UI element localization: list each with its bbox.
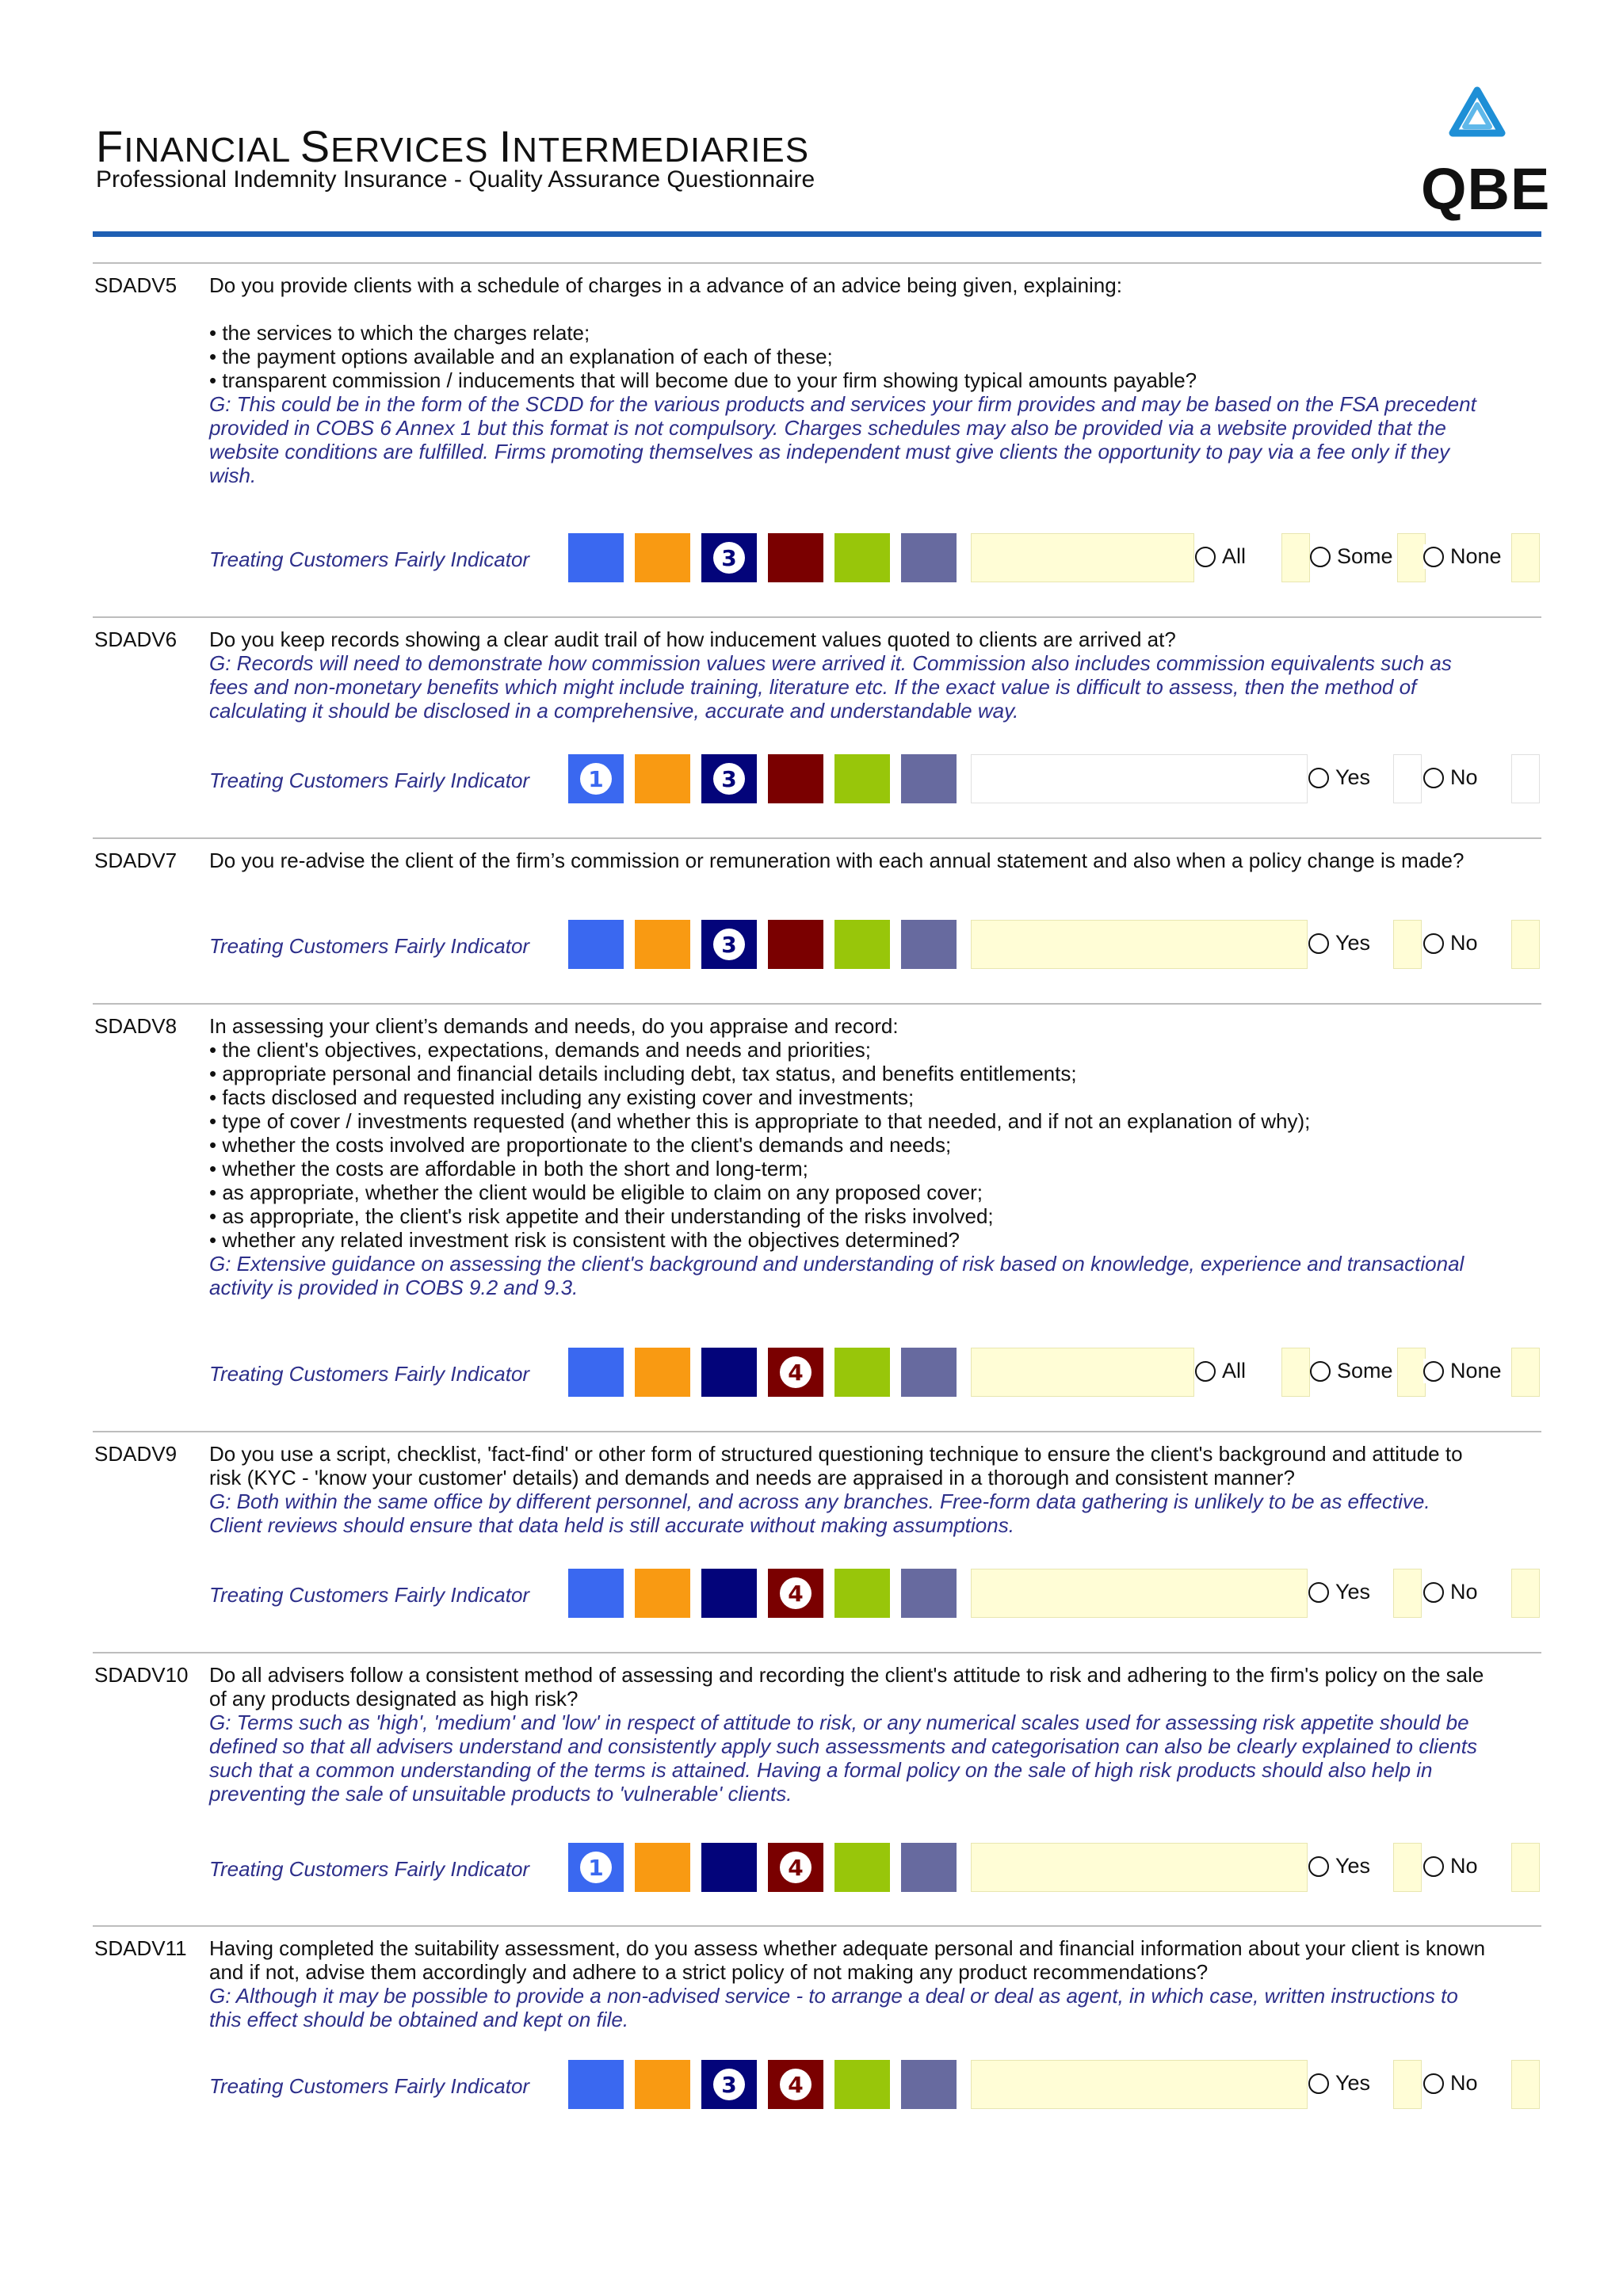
radio-label: No — [1450, 1854, 1478, 1878]
radio-yes[interactable] — [1308, 1854, 1373, 1878]
radio-circle-icon[interactable] — [1308, 933, 1329, 954]
radio-label: Yes — [1335, 1854, 1371, 1878]
question-code: SDADV7 — [94, 849, 178, 872]
question-sdadv9 — [93, 1431, 1541, 1624]
tcf-square-navy — [701, 1348, 757, 1397]
tcf-square-orange — [635, 754, 690, 803]
tcf-square-slate — [901, 1843, 957, 1892]
tcf-square-maroon — [768, 754, 823, 803]
radio-circle-icon[interactable] — [1308, 1582, 1329, 1603]
question-divider — [93, 1925, 1541, 1927]
question-code: SDADV10 — [94, 1663, 189, 1687]
question-line: of any products designated as high risk? — [209, 1687, 579, 1711]
radio-no[interactable] — [1423, 765, 1481, 790]
radio-label: Yes — [1335, 2071, 1371, 2095]
question-text — [209, 1014, 1541, 1299]
tcf-square-orange — [635, 1843, 690, 1892]
radio-circle-icon[interactable] — [1423, 1856, 1444, 1877]
radio-label: None — [1450, 544, 1502, 568]
tcf-outcome-number: 1 — [580, 1852, 612, 1883]
guidance-line: website conditions are fulfilled. Firms promoting themselves as independent must give clients the opportunity to pay via a fee only if they — [209, 440, 1450, 463]
radio-no[interactable] — [1423, 1854, 1481, 1878]
question-line: Do all advisers follow a consistent method of assessing and recording the client's attitude to risk and adhering to the firm's policy on the sale — [209, 1663, 1484, 1687]
question-text — [209, 849, 1541, 872]
question-sdadv8 — [93, 1003, 1541, 1403]
question-divider — [93, 1652, 1541, 1653]
tcf-square-blue — [568, 1843, 624, 1892]
title-word-1: INANCIAL — [124, 131, 290, 170]
radio-all[interactable] — [1195, 544, 1249, 569]
tcf-indicator-label: Treating Customers Fairly Indicator — [209, 1857, 530, 1881]
comment-field[interactable] — [971, 2060, 1308, 2109]
question-line: • whether the costs involved are proportionate to the client's demands and needs; — [209, 1133, 952, 1157]
radio-circle-icon[interactable] — [1423, 2073, 1444, 2094]
radio-no[interactable] — [1423, 2071, 1481, 2096]
title-word-3: NTERMEDIARIES — [512, 131, 810, 170]
radio-label: No — [1450, 765, 1478, 789]
tcf-outcome-number: 3 — [713, 542, 745, 574]
tcf-outcome-number: 4 — [780, 1356, 812, 1388]
tcf-indicator-row — [93, 533, 1541, 582]
title-initial-i: I — [498, 121, 513, 171]
radio-label: Some — [1337, 1359, 1393, 1383]
question-line: • as appropriate, whether the client would be eligible to claim on any proposed cover; — [209, 1180, 983, 1204]
tcf-square-orange — [635, 920, 690, 969]
radio-none[interactable] — [1423, 544, 1505, 569]
radio-yes[interactable] — [1308, 1580, 1373, 1604]
question-divider — [93, 262, 1541, 264]
tcf-square-slate — [901, 754, 957, 803]
answer-note-field[interactable] — [1397, 1348, 1426, 1397]
answer-note-field[interactable] — [1511, 533, 1540, 582]
guidance-line: calculating it should be disclosed in a comprehensive, accurate and understandable way. — [209, 699, 1019, 723]
tcf-square-orange — [635, 533, 690, 582]
tcf-square-green — [834, 754, 890, 803]
question-text — [209, 627, 1541, 723]
comment-field[interactable] — [971, 1843, 1308, 1892]
tcf-square-green — [834, 1843, 890, 1892]
radio-label: No — [1450, 1580, 1478, 1604]
guidance-line: this effect should be obtained and kept on file. — [209, 2008, 629, 2031]
tcf-outcome-number: 3 — [713, 929, 745, 960]
tcf-indicator-row — [93, 754, 1541, 803]
answer-note-field[interactable] — [1281, 533, 1310, 582]
radio-circle-icon[interactable] — [1423, 768, 1444, 788]
question-line: and if not, advise them accordingly and adhere to a strict policy of not making any product recommendations? — [209, 1960, 1209, 1984]
radio-label: All — [1222, 544, 1247, 568]
guidance-line: G: Extensive guidance on assessing the client's background and understanding of risk based on knowledge, experience and transactional — [209, 1252, 1465, 1276]
question-line: • facts disclosed and requested including any existing cover and investments; — [209, 1085, 915, 1109]
comment-field[interactable] — [971, 754, 1308, 803]
tcf-square-slate — [901, 2060, 957, 2109]
tcf-indicator-row — [93, 1569, 1541, 1618]
tcf-outcome-number: 3 — [713, 2069, 745, 2100]
radio-label: Yes — [1335, 1580, 1371, 1604]
question-sdadv10 — [93, 1652, 1541, 1898]
comment-field[interactable] — [971, 1569, 1308, 1618]
title-initial-f: F — [96, 121, 124, 171]
guidance-line: G: Terms such as 'high', 'medium' and 'low' in respect of attitude to risk, or any numerical scales used for assessing risk appetite should be — [209, 1711, 1469, 1734]
radio-circle-icon[interactable] — [1308, 2073, 1329, 2094]
question-line: Do you re-advise the client of the firm’s commission or remuneration with each annual statement and also when a policy change is made? — [209, 849, 1465, 872]
answer-note-field[interactable] — [1393, 2060, 1422, 2109]
radio-circle-icon[interactable] — [1423, 1582, 1444, 1603]
tcf-indicator-label: Treating Customers Fairly Indicator — [209, 934, 530, 958]
tcf-square-navy — [701, 754, 757, 803]
question-code: SDADV8 — [94, 1014, 178, 1038]
tcf-outcome-number: 3 — [713, 763, 745, 795]
radio-circle-icon[interactable] — [1310, 1361, 1331, 1382]
radio-circle-icon[interactable] — [1423, 933, 1444, 954]
question-sdadv7 — [93, 837, 1541, 975]
question-divider — [93, 1431, 1541, 1432]
tcf-square-green — [834, 2060, 890, 2109]
question-line: • the payment options available and an explanation of each of these; — [209, 345, 833, 368]
question-text — [209, 1442, 1541, 1537]
radio-yes[interactable] — [1308, 765, 1373, 790]
tcf-indicator-label: Treating Customers Fairly Indicator — [209, 769, 530, 792]
comment-field[interactable] — [971, 533, 1194, 582]
tcf-square-maroon — [768, 920, 823, 969]
tcf-square-blue — [568, 1348, 624, 1397]
question-divider — [93, 616, 1541, 618]
question-text — [209, 1936, 1541, 2031]
answer-note-field[interactable] — [1511, 1843, 1540, 1892]
tcf-square-green — [834, 533, 890, 582]
radio-some[interactable] — [1310, 1359, 1396, 1383]
answer-note-field[interactable] — [1393, 1569, 1422, 1618]
tcf-square-navy — [701, 2060, 757, 2109]
radio-all[interactable] — [1195, 1359, 1249, 1383]
question-line: Having completed the suitability assessment, do you assess whether adequate personal and financial information about your client is known — [209, 1936, 1486, 1960]
radio-label: Some — [1337, 544, 1393, 568]
answer-note-field[interactable] — [1511, 754, 1540, 803]
question-line: Do you keep records showing a clear audit trail of how inducement values quoted to clients are arrived at? — [209, 627, 1176, 651]
tcf-square-navy — [701, 1569, 757, 1618]
answer-note-field[interactable] — [1393, 754, 1422, 803]
tcf-indicator-label: Treating Customers Fairly Indicator — [209, 1362, 530, 1386]
tcf-square-navy — [701, 1843, 757, 1892]
comment-field[interactable] — [971, 920, 1308, 969]
title-word-2: ERVICES — [330, 131, 489, 170]
radio-some[interactable] — [1310, 544, 1396, 569]
tcf-square-slate — [901, 920, 957, 969]
question-line: • the services to which the charges relate; — [209, 321, 590, 345]
radio-no[interactable] — [1423, 1580, 1481, 1604]
guidance-line: G: Records will need to demonstrate how commission values were arrived it. Commission also includes commission equivalents such as — [209, 651, 1452, 675]
radio-label: All — [1222, 1359, 1247, 1383]
question-divider — [93, 837, 1541, 839]
question-sdadv11 — [93, 1925, 1541, 2115]
question-code: SDADV6 — [94, 627, 178, 651]
tcf-square-maroon — [768, 2060, 823, 2109]
radio-label: No — [1450, 2071, 1478, 2095]
guidance-line: such that a common understanding of the terms is attained. Having a formal policy on the sale of high risk products should also help in — [209, 1758, 1433, 1782]
tcf-indicator-row — [93, 2060, 1541, 2109]
tcf-outcome-number: 4 — [780, 2069, 812, 2100]
tcf-square-maroon — [768, 1348, 823, 1397]
guidance-line: wish. — [209, 463, 257, 487]
guidance-line: G: Both within the same office by different personnel, and across any branches. Free-form data gathering is unlikely to be as effective. — [209, 1489, 1430, 1513]
tcf-square-slate — [901, 1348, 957, 1397]
tcf-square-maroon — [768, 1569, 823, 1618]
radio-label: Yes — [1335, 765, 1371, 789]
guidance-line: Client reviews should ensure that data held is still accurate without making assumptions. — [209, 1513, 1014, 1537]
title-initial-s: S — [300, 121, 331, 171]
answer-note-field[interactable] — [1511, 1348, 1540, 1397]
tcf-outcome-number: 1 — [580, 763, 612, 795]
question-line: • type of cover / investments requested (and whether this is appropriate to that needed, and if not an explanation of why); — [209, 1109, 1311, 1133]
question-divider — [93, 1003, 1541, 1005]
question-line: • as appropriate, the client's risk appetite and their understanding of the risks involved; — [209, 1204, 994, 1228]
answer-note-field[interactable] — [1511, 920, 1540, 969]
question-line: • whether the costs are affordable in both the short and long-term; — [209, 1157, 808, 1180]
comment-field[interactable] — [971, 1348, 1194, 1397]
tcf-outcome-number: 4 — [780, 1577, 812, 1609]
answer-note-field[interactable] — [1281, 1348, 1310, 1397]
tcf-indicator-row — [93, 920, 1541, 969]
guidance-line: G: This could be in the form of the SCDD for the various products and services your firm provides and may be based on the FSA precedent — [209, 392, 1476, 416]
question-line: Do you provide clients with a schedule of charges in a advance of an advice being given, explaining: — [209, 273, 1122, 297]
question-line: • whether any related investment risk is consistent with the objectives determined? — [209, 1228, 960, 1252]
question-text — [209, 1663, 1541, 1806]
question-line: • appropriate personal and financial details including debt, tax status, and benefits entitlements; — [209, 1062, 1077, 1085]
radio-circle-icon[interactable] — [1308, 1856, 1329, 1877]
question-line: In assessing your client’s demands and needs, do you appraise and record: — [209, 1014, 899, 1038]
radio-circle-icon[interactable] — [1423, 1361, 1444, 1382]
question-line: • the client's objectives, expectations, demands and needs and priorities; — [209, 1038, 871, 1062]
guidance-line: G: Although it may be possible to provide a non-advised service - to arrange a deal or deal as agent, in which case, written instructions to — [209, 1984, 1458, 2008]
tcf-square-blue — [568, 754, 624, 803]
tcf-square-green — [834, 920, 890, 969]
radio-no[interactable] — [1423, 931, 1481, 955]
tcf-square-orange — [635, 2060, 690, 2109]
answer-note-field[interactable] — [1397, 533, 1426, 582]
tcf-square-green — [834, 1569, 890, 1618]
question-sdadv6 — [93, 616, 1541, 810]
question-line: risk (KYC - 'know your customer' details) and demands and needs are appraised in a thorough and consistent manner? — [209, 1466, 1295, 1489]
tcf-square-slate — [901, 533, 957, 582]
answer-note-field[interactable] — [1393, 1843, 1422, 1892]
question-sdadv5 — [93, 262, 1541, 589]
radio-circle-icon[interactable] — [1310, 547, 1331, 567]
tcf-indicator-label: Treating Customers Fairly Indicator — [209, 547, 530, 571]
guidance-line: preventing the sale of unsuitable products to 'vulnerable' clients. — [209, 1782, 792, 1806]
tcf-square-slate — [901, 1569, 957, 1618]
radio-circle-icon[interactable] — [1423, 547, 1444, 567]
guidance-line: provided in COBS 6 Annex 1 but this format is not compulsory. Charges schedules may also be provided via a website provided that the — [209, 416, 1446, 440]
answer-note-field[interactable] — [1511, 2060, 1540, 2109]
radio-label: No — [1450, 931, 1478, 955]
tcf-square-maroon — [768, 533, 823, 582]
tcf-indicator-label: Treating Customers Fairly Indicator — [209, 1583, 530, 1607]
tcf-square-orange — [635, 1569, 690, 1618]
radio-none[interactable] — [1423, 1359, 1505, 1383]
header-divider — [93, 231, 1541, 237]
tcf-square-navy — [701, 533, 757, 582]
qbe-logo-text: QBE — [1421, 156, 1551, 222]
guidance-line: activity is provided in COBS 9.2 and 9.3. — [209, 1276, 579, 1299]
tcf-square-orange — [635, 1348, 690, 1397]
answer-note-field[interactable] — [1511, 1569, 1540, 1618]
answer-note-field[interactable] — [1393, 920, 1422, 969]
radio-circle-icon[interactable] — [1195, 547, 1216, 567]
question-code: SDADV5 — [94, 273, 178, 297]
question-line: Do you use a script, checklist, 'fact-find' or other form of structured questioning technique to ensure the client's background and attitude to — [209, 1442, 1463, 1466]
radio-label: None — [1450, 1359, 1502, 1383]
tcf-indicator-row — [93, 1348, 1541, 1397]
tcf-outcome-number: 4 — [780, 1852, 812, 1883]
radio-yes[interactable] — [1308, 931, 1373, 955]
question-code: SDADV9 — [94, 1442, 178, 1466]
tcf-square-green — [834, 1348, 890, 1397]
tcf-square-blue — [568, 920, 624, 969]
tcf-square-blue — [568, 1569, 624, 1618]
question-line — [209, 297, 1541, 321]
guidance-line: defined so that all advisers understand and consistently apply such assessments and categorisation can also be clearly explained to clients — [209, 1734, 1477, 1758]
tcf-indicator-row — [93, 1843, 1541, 1892]
tcf-square-blue — [568, 533, 624, 582]
radio-yes[interactable] — [1308, 2071, 1373, 2096]
tcf-indicator-label: Treating Customers Fairly Indicator — [209, 2074, 530, 2098]
guidance-line: fees and non-monetary benefits which might include training, literature etc. If the exact value is difficult to assess, then the method of — [209, 675, 1417, 699]
radio-label: Yes — [1335, 931, 1371, 955]
question-line: • transparent commission / inducements that will become due to your firm showing typical amounts payable? — [209, 368, 1197, 392]
tcf-square-navy — [701, 920, 757, 969]
tcf-square-blue — [568, 2060, 624, 2109]
radio-circle-icon[interactable] — [1195, 1361, 1216, 1382]
document-subtitle: Professional Indemnity Insurance - Quality Assurance Questionnaire — [96, 166, 815, 193]
tcf-square-maroon — [768, 1843, 823, 1892]
question-text — [209, 273, 1541, 487]
radio-circle-icon[interactable] — [1308, 768, 1329, 788]
question-code: SDADV11 — [94, 1936, 187, 1960]
document-title — [96, 120, 809, 172]
